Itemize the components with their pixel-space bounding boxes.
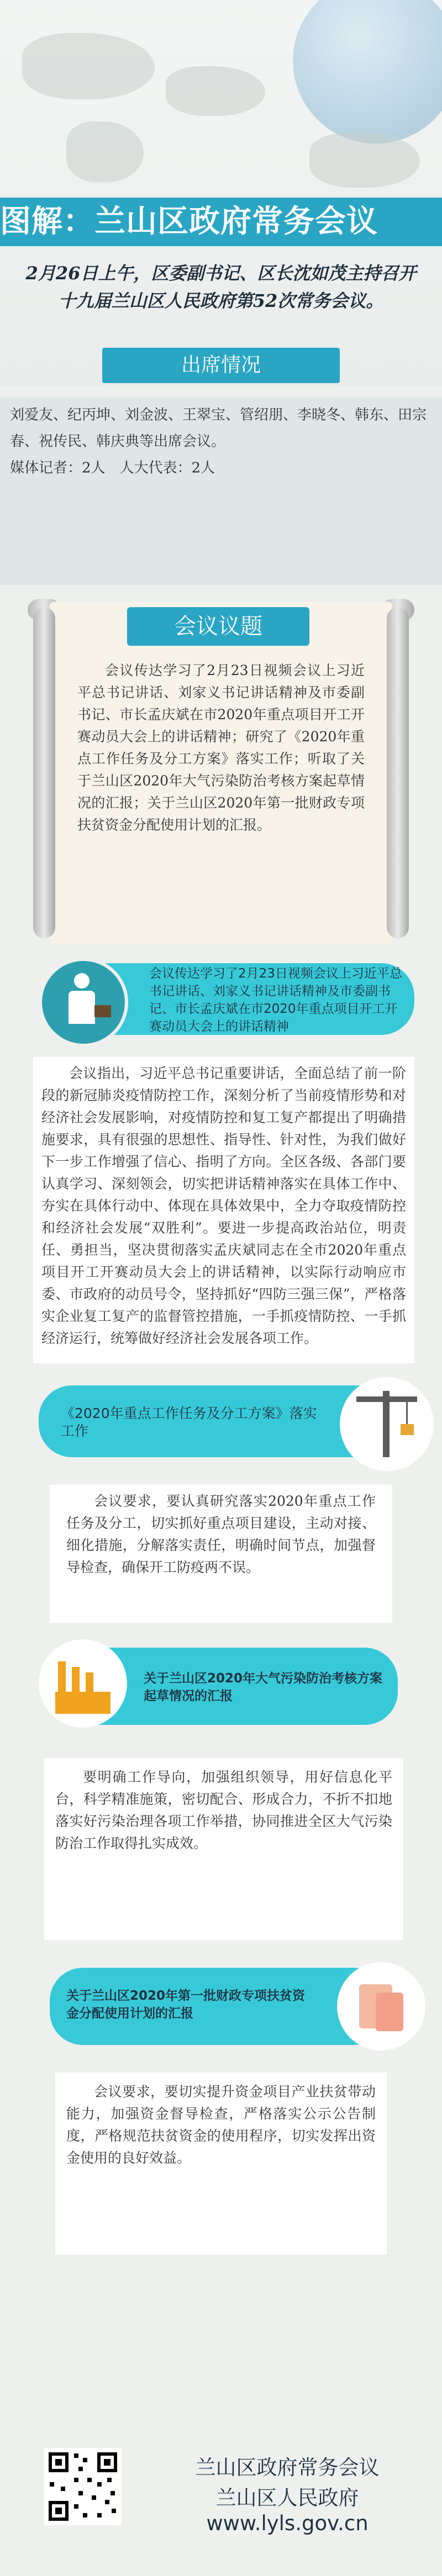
scroll-rod-left [33,607,55,938]
topic-2-title: 《2020年重点工作任务及分工方案》落实工作 [61,1405,317,1439]
topic-3-title: 关于兰山区2020年大气污染防治考核方案起草情况的汇报 [144,1671,383,1703]
world-map-decoration [66,121,144,182]
attendance-heading: 出席情况 [102,348,340,383]
topic-1-text: 会议指出，习近平总书记重要讲话，全面总结了前一阶段的新冠肺炎疫情防控工作，深刻分析了当前疫情形势和对经济社会发展影响，对疫情防控和复工复产都提出了明确措施要求，具有很强的思想性、指导性、针对性，为我们做好下一步工作增强了信心、指明了方向。全区各级、各部门要认真学习、深刻领会，切实把讲话精神落实在具体工作中、夯实在具体行动中、体现在具体效果中，全力夺取疫情防控和经济社会发展“双胜利”。要进一步提高政治站位，明责任、勇担当，坚决贯彻落实孟庆斌同志在全市2020年重点项目开工开赛动员大会上的讲话精神，以实际行动响应市委、市政府的动员号令，坚持抓好“四防三强三保”，严格落实企业复工复产的监督管控措施，一手抓疫情防控、一手抓经济运行，统筹做好经济社会发展各项工作。 [41,1065,406,1346]
footer-website[interactable]: www.lyls.gov.cn [206,2511,369,2535]
worker-icon [39,958,128,1047]
world-map-decoration [22,33,155,99]
attendance-press: 媒体记者：2人 人大代表：2人 [10,460,215,476]
attendance-names: 刘爱友、纪丙坤、刘金波、王翠宝、管绍朋、李晓冬、韩东、田宗春、祝传民、韩庆典等出席会议。 [10,407,427,450]
topic-4-title: 关于兰山区2020年第一批财政专项扶贫资金分配使用计划的汇报 [66,1989,306,2021]
qr-code [44,2448,122,2525]
money-icon [337,1962,425,2051]
page-title: 图解：兰山区政府常务会议 [0,204,378,240]
topic-4-text: 会议要求，要切实提升资金项目产业扶贫带动能力，加强资金督导检查，严格落实公示公告制度，严格规范扶贫资金的使用程序，切实发挥出资金使用的良好效益。 [66,2084,376,2166]
scroll-rod-right [387,607,409,938]
header-background [0,0,442,386]
attendance-text [10,402,432,481]
topic-1-title: 会议传达学习了2月23日视频会议上习近平总书记讲话、刘家义书记讲话精神及市委副书记、市长孟庆斌在市2020年重点项目开工开赛动员大会上的讲话精神 [149,966,402,1034]
agenda-heading: 会议议题 [127,607,309,646]
footer-government: 兰山区人民政府 [215,2486,359,2510]
world-map-decoration [309,132,420,188]
globe-illustration [293,0,442,144]
crane-icon [340,1377,434,1471]
topic-3-text: 要明确工作导向，加强组织领导，用好信息化平台，科学精准施策，密切配合、形成合力，不折不扣地落实好污染治理各项工作举措，协同推进全区大气污染防治工作取得扎实成效。 [55,1769,392,1851]
agenda-text: 会议传达学习了2月23日视频会议上习近平总书记讲话、刘家义书记讲话精神及市委副书记、市长孟庆斌在市2020年重点项目开工开赛动员大会上的讲话精神；研究了《2020年重点工作任务及分工方案》落实工作；听取了关于兰山区2020年大气污染防治考核方案起草情况的汇报；关于兰山区2020年第一批财政专项扶贫资金分配使用计划的汇报。 [77,662,365,833]
topic-2-text: 会议要求，要认真研究落实2020年重点工作任务及分工，切实抓好重点项目建设，主动对接、细化措施，分解落实责任，明确时间节点，加强督导检查，确保开工防疫两不误。 [66,1493,376,1575]
factory-icon [39,1639,127,1728]
intro-text: 2月26日上午，区委副书记、区长沈如茂主持召开十九届兰山区人民政府第52次常务会议。 [25,263,417,311]
world-map-decoration [166,66,265,116]
footer-meeting: 兰山区政府常务会议 [195,2456,380,2479]
